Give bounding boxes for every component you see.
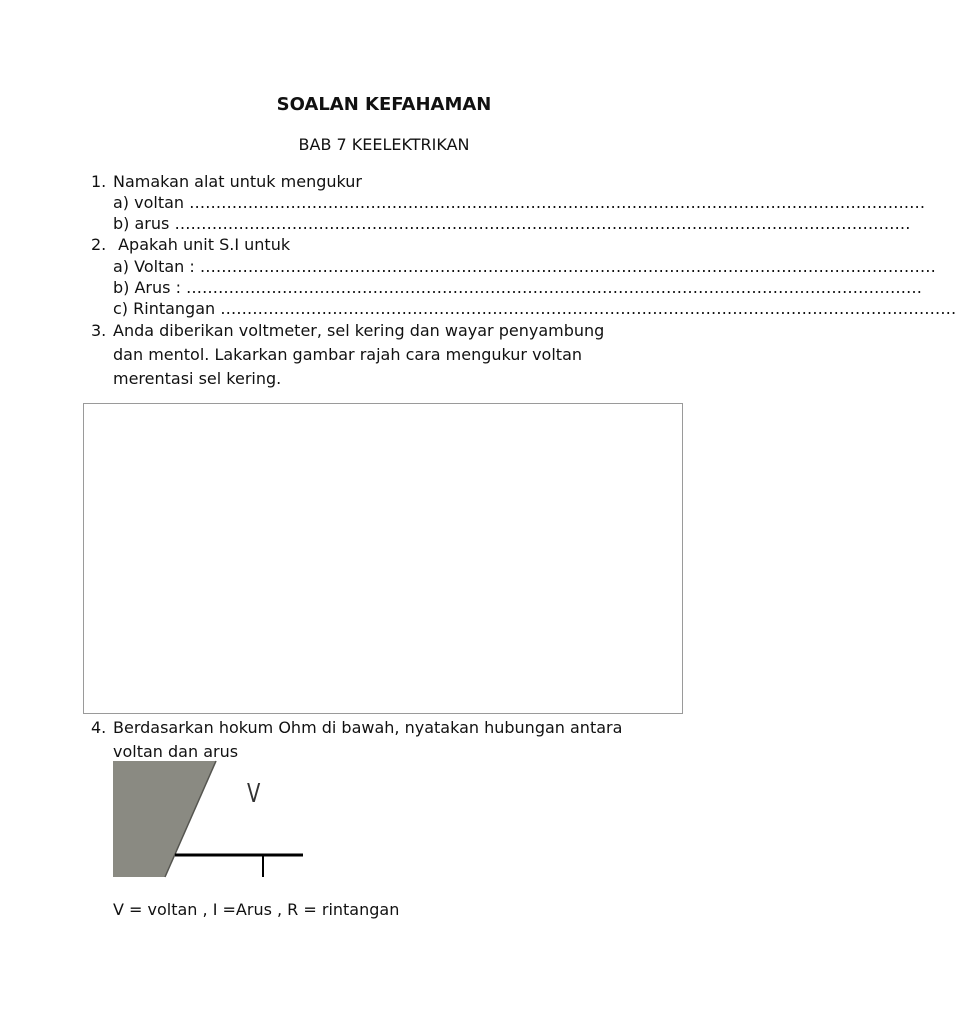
question-text: Namakan alat untuk mengukur: [113, 172, 362, 191]
question-3-line-2: dan mentol. Lakarkan gambar rajah cara mengukur voltan: [113, 345, 583, 364]
answer-blank: …………………………………………………………………………………………………………………………: [220, 299, 956, 318]
question-text: Apakah unit S.I untuk: [113, 235, 291, 254]
answer-1a: [113, 192, 926, 213]
question-number: 2.: [91, 235, 107, 254]
answer-blank: …………………………………………………………………………………………………………………………: [199, 257, 936, 276]
variable-legend: V = voltan , I =Arus , R = rintangan: [113, 900, 400, 919]
page-title: SOALAN KEFAHAMAN: [276, 94, 492, 115]
answer-blank: …………………………………………………………………………………………………………………………: [186, 278, 923, 297]
answer-label: c) Rintangan: [113, 299, 221, 318]
gray-triangle-shape: [113, 761, 216, 877]
answer-label: b) arus: [113, 214, 175, 233]
figure-letter-v: V: [247, 779, 261, 809]
answer-1b: [113, 213, 911, 234]
drawing-answer-box[interactable]: [83, 403, 683, 714]
question-3-line-3: merentasi sel kering.: [113, 369, 282, 388]
question-text: Anda diberikan voltmeter, sel kering dan wayar penyambung: [113, 321, 605, 340]
question-4: [91, 717, 622, 738]
question-4-line-2: voltan dan arus: [113, 742, 239, 761]
answer-2a: [113, 256, 936, 277]
question-text: Berdasarkan hokum Ohm di bawah, nyatakan hubungan antara: [113, 718, 623, 737]
ohm-triangle-graphic: [113, 761, 303, 877]
answer-label: a) voltan: [113, 193, 190, 212]
question-3: [91, 320, 604, 341]
question-1: [91, 171, 362, 192]
answer-label: b) Arus :: [113, 278, 187, 297]
answer-blank: …………………………………………………………………………………………………………………………: [189, 193, 926, 212]
question-number: 3.: [91, 321, 107, 340]
answer-2c: [113, 298, 956, 319]
answer-blank: …………………………………………………………………………………………………………………………: [174, 214, 911, 233]
page-subtitle: BAB 7 KEELEKTRIKAN: [298, 135, 470, 154]
question-number: 1.: [91, 172, 107, 191]
answer-2b: [113, 277, 923, 298]
answer-label: a) Voltan :: [113, 257, 200, 276]
question-2: [91, 234, 290, 255]
ohm-law-figure: [113, 761, 303, 877]
question-number: 4.: [91, 718, 107, 737]
